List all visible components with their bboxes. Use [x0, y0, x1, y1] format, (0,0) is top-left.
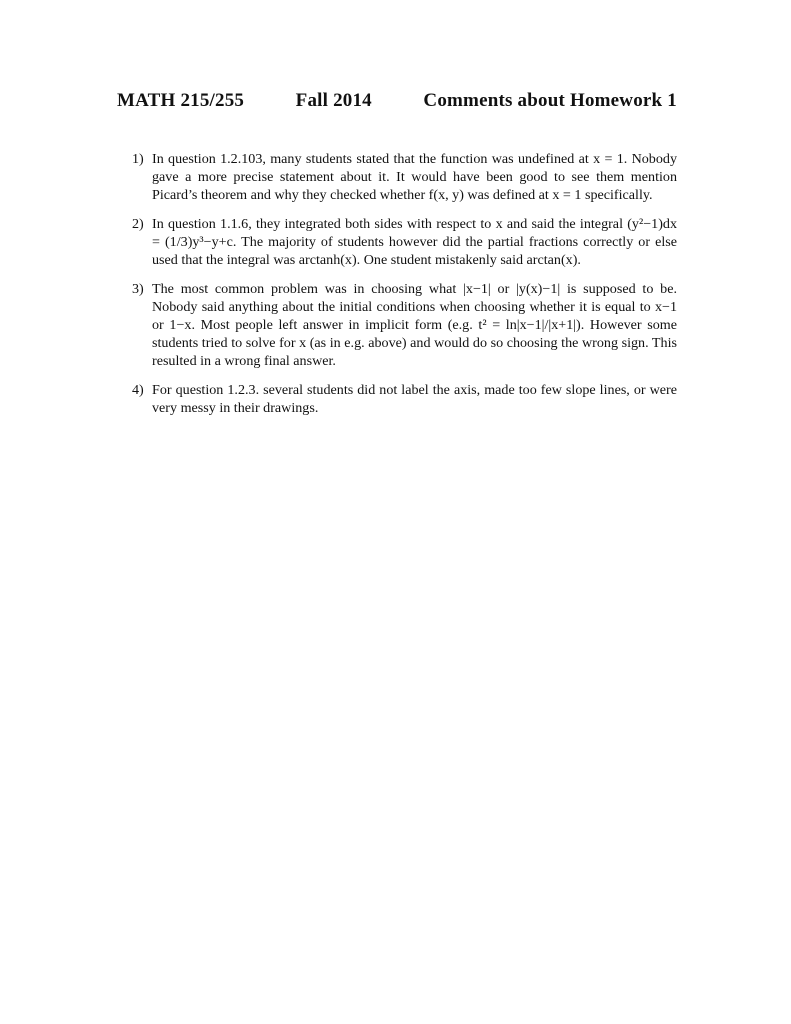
- document-title: Comments about Homework 1: [423, 90, 677, 111]
- item-text: The most common problem was in choosing what |x−1| or |y(x)−1| is supposed to be. Nobody said anything about the initial conditions when choosing whether it is equal to x−1 or 1−x. Most people left answer in implicit form (e.g. t² = ln|x−1|/|x+1|). However some students tried to solve for x (as in e.g. above) and would do so choosing the wrong sign. This resulted in a wrong final answer.: [152, 281, 677, 369]
- item-text: For question 1.2.3. several students did not label the axis, made too few slope lines, or were very messy in their drawings.: [152, 382, 677, 416]
- comment-item: [132, 215, 677, 269]
- item-number: 3): [132, 281, 144, 297]
- item-number: 2): [132, 216, 144, 232]
- document-header: [117, 90, 677, 112]
- course-code: MATH 215/255: [117, 90, 245, 111]
- item-number: 1): [132, 151, 144, 167]
- item-text: In question 1.2.103, many students stated that the function was undefined at x = 1. Nobody gave a more precise statement about it. It would have been good to see them mention Picard’s theorem and why they checked whether f(x, y) was defined at x = 1 specifically.: [152, 151, 677, 203]
- item-number: 4): [132, 382, 144, 398]
- comment-item: [132, 381, 677, 417]
- item-text: In question 1.1.6, they integrated both sides with respect to x and said the integral (y²−1)dx = (1/3)y³−y+c. The majority of students however did the partial fractions correctly or else used that the integral was arctanh(x). One student mistakenly said arctan(x).: [152, 216, 677, 268]
- comment-item: [132, 280, 677, 370]
- comment-item: [132, 150, 677, 204]
- term: Fall 2014: [295, 90, 372, 111]
- comment-list: [132, 150, 677, 428]
